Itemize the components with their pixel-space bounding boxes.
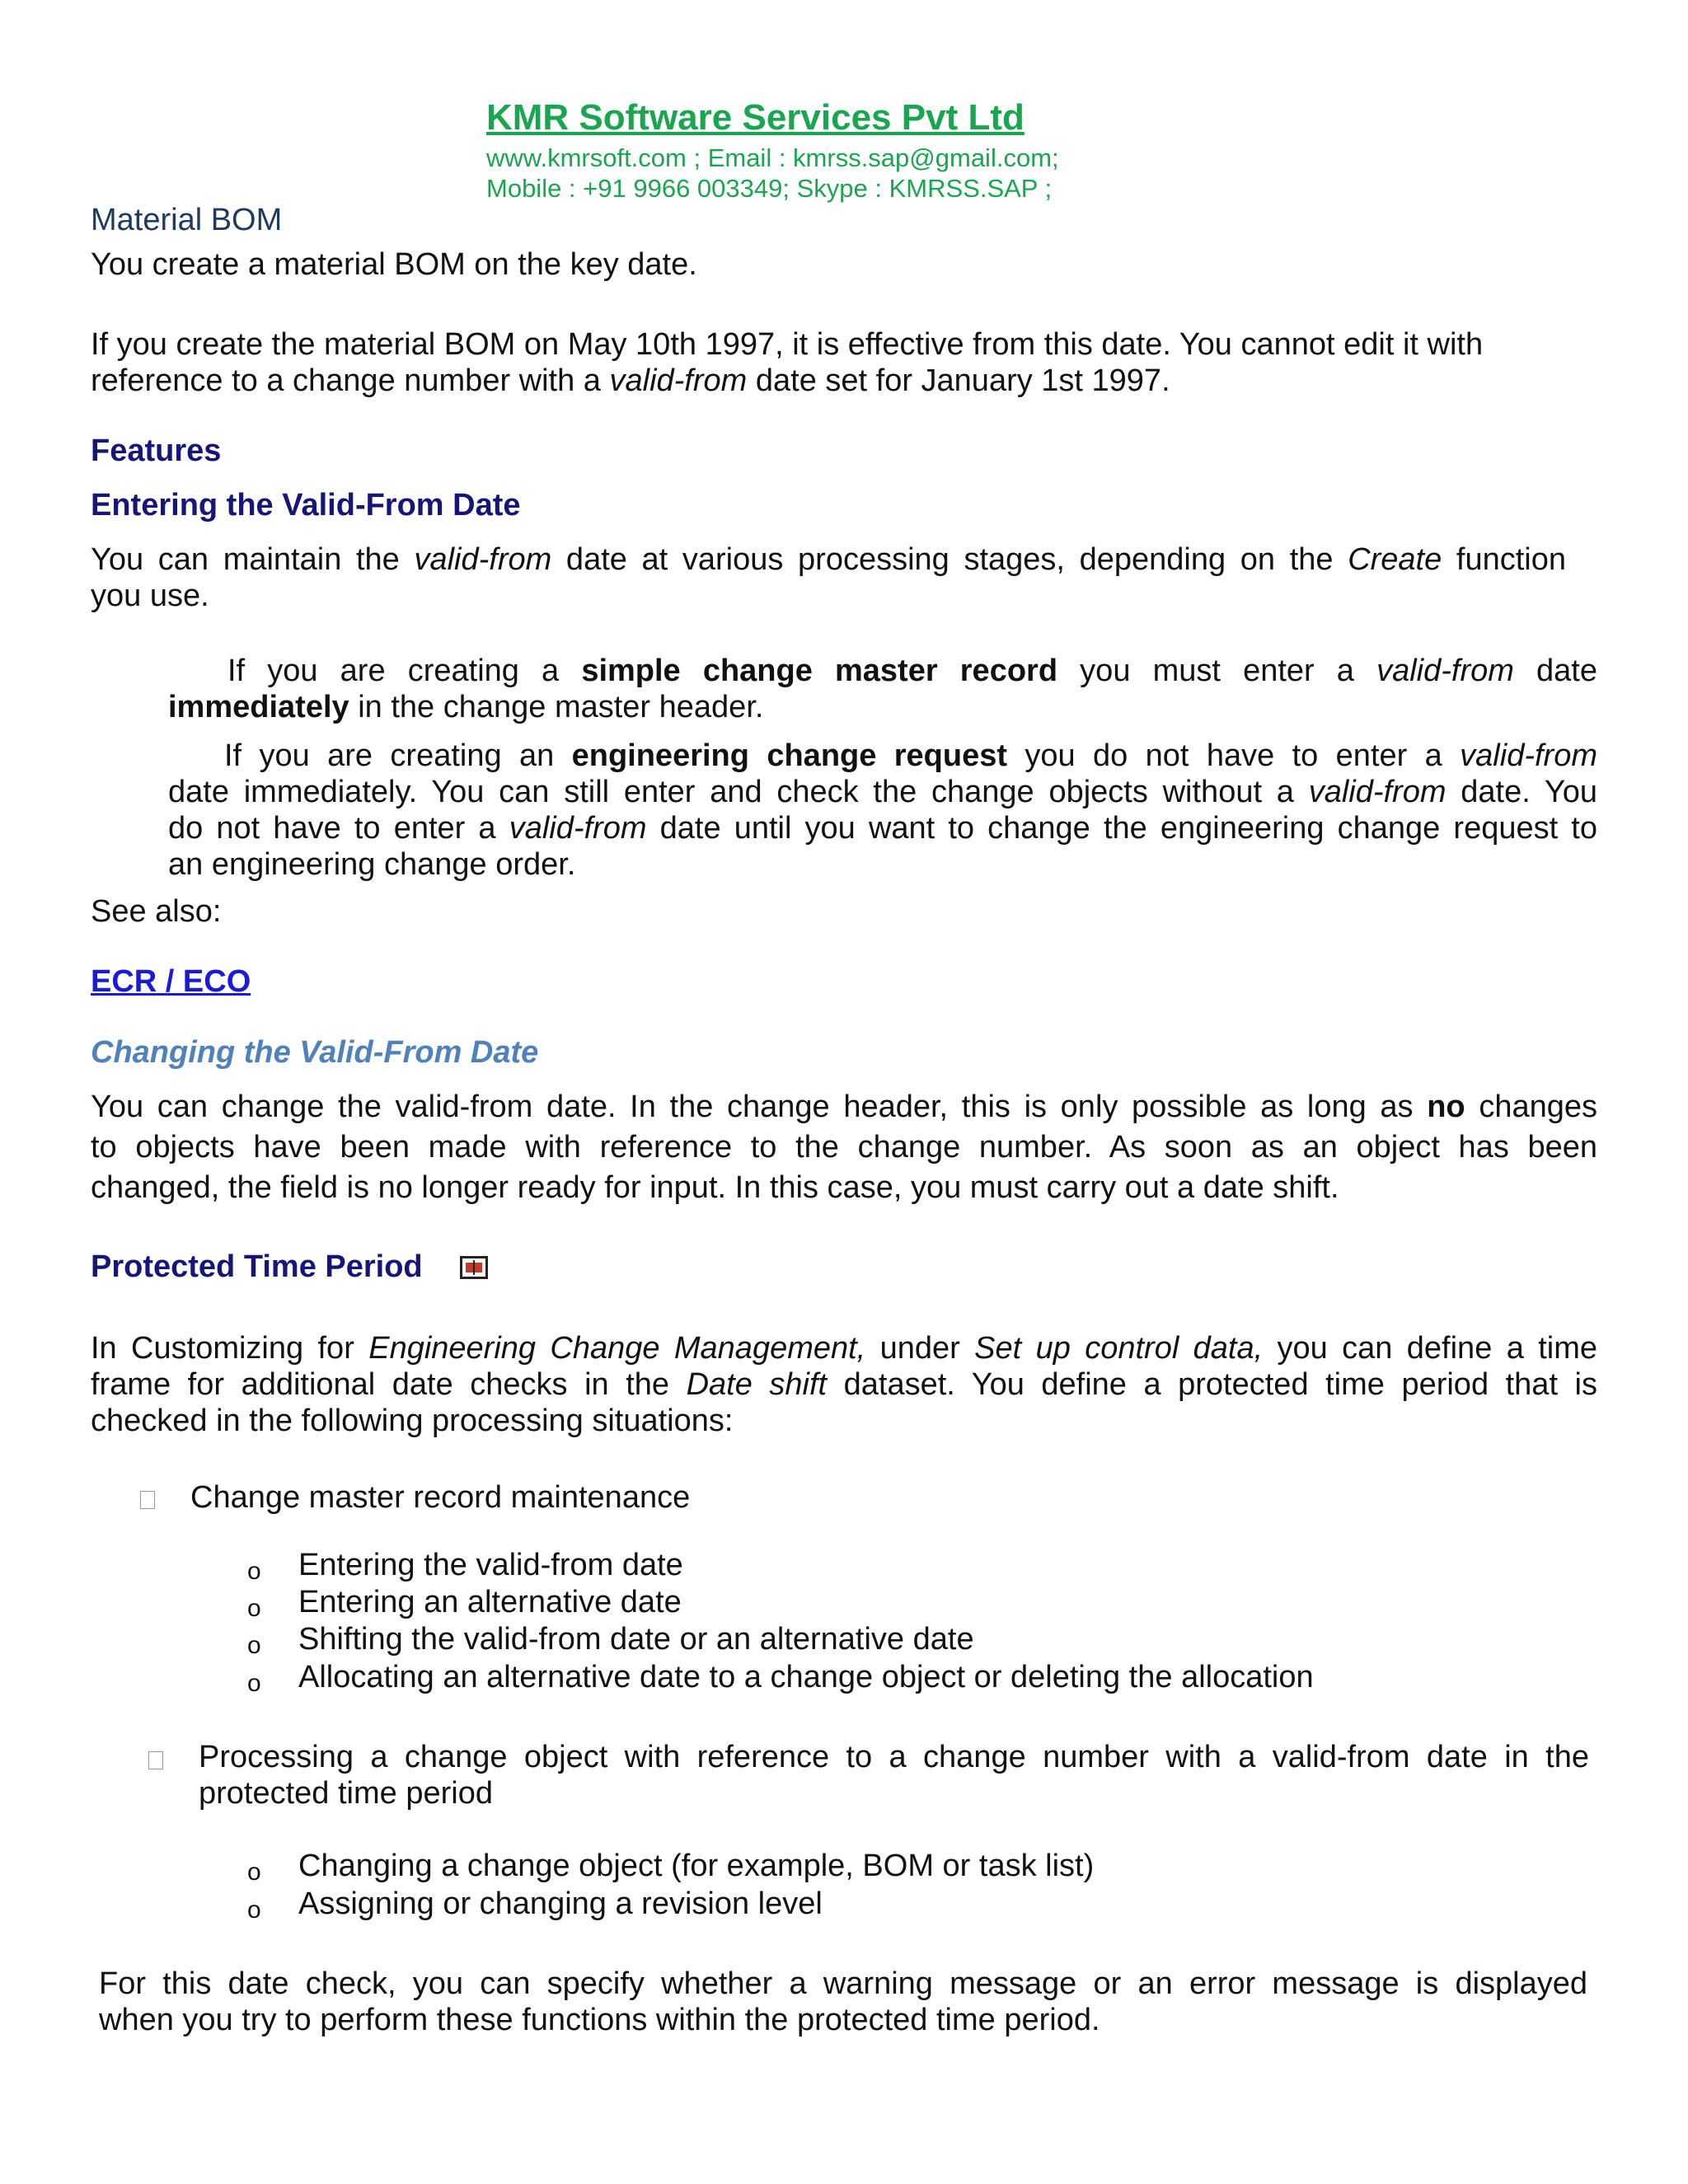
sub-bullet-item: Entering the valid-from date bbox=[298, 1548, 683, 1582]
protected-heading: Protected Time Period bbox=[91, 1249, 423, 1284]
bullet-processing-line-1: Processing a change object with reference to a change number with a valid-from date in the bbox=[199, 1740, 1589, 1774]
features-heading: Features bbox=[91, 434, 222, 468]
entering-paragraph-line-2: you use. bbox=[91, 579, 209, 613]
sub-bullet-item: Changing a change object (for example, BOM or task list) bbox=[298, 1849, 1095, 1883]
circle-bullet-icon: o bbox=[247, 1670, 261, 1697]
sub-bullet-item: Assigning or changing a revision level bbox=[298, 1886, 823, 1921]
contact-line-mobile-skype: Mobile : +91 9966 003349; Skype : KMRSS.SAP ; bbox=[486, 174, 1053, 203]
ecr-paragraph-line-1: If you are creating an engineering change request you do not have to enter a valid-from bbox=[224, 738, 1597, 773]
circle-bullet-icon: o bbox=[247, 1595, 261, 1622]
intro-line: You create a material BOM on the key date. bbox=[91, 247, 697, 282]
company-name: KMR Software Services Pvt Ltd bbox=[486, 97, 1025, 138]
ecr-paragraph-line-2: date immediately. You can still enter and check the change objects without a valid-from date. You bbox=[168, 775, 1597, 809]
customizing-paragraph-line-2: frame for additional date checks in the Date shift dataset. You define a protected time period that is bbox=[91, 1367, 1597, 1402]
bullet-processing-change-object bbox=[199, 1739, 1589, 1811]
bullet-change-master-maintenance: Change master record maintenance bbox=[190, 1480, 691, 1515]
bullet-processing-line-2: protected time period bbox=[199, 1776, 493, 1811]
changing-heading: Changing the Valid-From Date bbox=[91, 1035, 539, 1070]
section-title: Material BOM bbox=[91, 203, 283, 237]
ecr-paragraph-line-4: an engineering change order. bbox=[168, 847, 576, 882]
contact-line-web-email: www.kmrsoft.com ; Email : kmrss.sap@gmail.com; bbox=[486, 143, 1059, 172]
changing-paragraph-line-2: to objects have been made with reference to the change number. As soon as an object has been bbox=[91, 1130, 1597, 1165]
sub-bullet-item: Entering an alternative date bbox=[298, 1585, 682, 1619]
intro-paragraph-line-2: reference to a change number with a valid-from date set for January 1st 1997. bbox=[91, 363, 1170, 398]
circle-bullet-icon: o bbox=[247, 1896, 261, 1924]
customizing-paragraph-line-1: In Customizing for Engineering Change Management, under Set up control data, you can define a time bbox=[91, 1331, 1597, 1366]
entering-paragraph bbox=[91, 541, 1566, 614]
intro-paragraph-line-1: If you create the material BOM on May 10th 1997, it is effective from this date. You cannot edit it with bbox=[91, 327, 1484, 362]
sub-bullet-item: Shifting the valid-from date or an alternative date bbox=[298, 1622, 974, 1657]
intro-paragraph bbox=[91, 326, 1597, 399]
changing-paragraph bbox=[91, 1087, 1597, 1208]
simple-change-paragraph bbox=[168, 653, 1597, 725]
square-bullet-icon bbox=[140, 1491, 155, 1509]
entering-heading: Entering the Valid-From Date bbox=[91, 488, 521, 523]
changing-paragraph-line-3: changed, the field is no longer ready for input. In this case, you must carry out a date shift. bbox=[91, 1170, 1339, 1205]
simple-change-line-2: immediately in the change master header. bbox=[168, 690, 764, 724]
ecr-paragraph-line-3: do not have to enter a valid-from date until you want to change the engineering change request to bbox=[168, 811, 1597, 846]
customizing-paragraph bbox=[91, 1330, 1597, 1439]
ecr-paragraph bbox=[168, 738, 1597, 883]
ecr-eco-link[interactable]: ECR / ECO bbox=[91, 964, 251, 999]
closing-paragraph-line-2: when you try to perform these functions within the protected time period. bbox=[99, 2003, 1100, 2037]
customizing-paragraph-line-3: checked in the following processing situations: bbox=[91, 1404, 734, 1438]
square-bullet-icon bbox=[148, 1751, 163, 1769]
circle-bullet-icon: o bbox=[247, 1558, 261, 1585]
circle-bullet-icon: o bbox=[247, 1632, 261, 1659]
closing-paragraph bbox=[99, 1966, 1587, 2038]
entering-paragraph-line-1: You can maintain the valid-from date at various processing stages, depending on the Create function bbox=[91, 542, 1566, 577]
closing-paragraph-line-1: For this date check, you can specify whether a warning message or an error message is displayed bbox=[99, 1966, 1587, 2001]
date-shift-icon bbox=[460, 1256, 488, 1279]
circle-bullet-icon: o bbox=[247, 1858, 261, 1886]
sub-bullet-item: Allocating an alternative date to a change object or deleting the allocation bbox=[298, 1660, 1314, 1694]
see-also-label: See also: bbox=[91, 894, 222, 929]
simple-change-line-1: If you are creating a simple change master record you must enter a valid-from date bbox=[227, 654, 1598, 688]
changing-paragraph-line-1: You can change the valid-from date. In the change header, this is only possible as long as no changes bbox=[91, 1090, 1597, 1124]
